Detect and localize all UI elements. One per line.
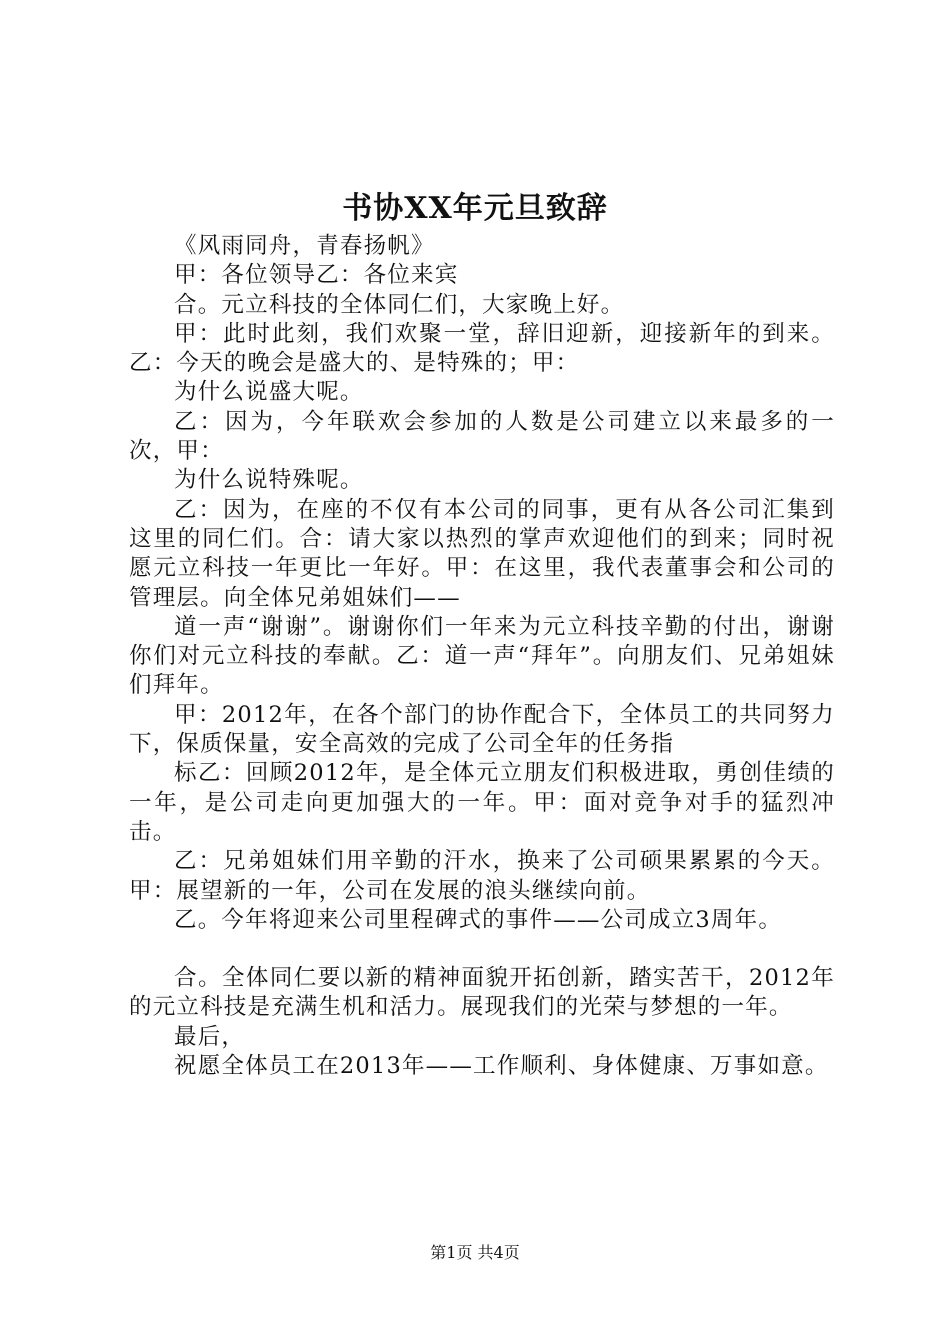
paragraph: 为什么说盛大呢。 — [174, 379, 364, 406]
paragraph: 甲：各位领导乙：各位来宾 — [174, 262, 459, 289]
paragraph: 标乙：回顾2012年，是全体元立朋友们积极进取，勇创佳绩的一年，是公司走向更加强大的一年。甲：面对竞争对手的猛烈冲击。 — [129, 760, 835, 845]
paragraph: 乙：因为，今年联欢会参加的人数是公司建立以来最多的一次，甲： — [129, 408, 835, 465]
paragraph: 合。元立科技的全体同仁们，大家晚上好。 — [174, 291, 625, 318]
paragraph: 乙。今年将迎来公司里程碑式的事件——公司成立3周年。 — [174, 906, 783, 933]
document-body — [129, 232, 835, 1081]
paragraph: 最后， — [174, 1023, 246, 1050]
document-title: 书协XX年元旦致辞 — [342, 191, 608, 226]
paragraph: 乙：因为，在座的不仅有本公司的同事，更有从各公司汇集到这里的同仁们。合：请大家以热烈的掌声欢迎他们的到来；同时祝愿元立科技一年更比一年好。甲：在这里，我代表董事会和公司的管理层。向全体兄弟姐妹们—— — [129, 496, 835, 611]
paragraph: 道一声“谢谢”。谢谢你们一年来为元立科技辛勤的付出，谢谢你们对元立科技的奉献。乙：道一声“拜年”。向朋友们、兄弟姐妹们拜年。 — [129, 613, 835, 699]
paragraph: 乙：兄弟姐妹们用辛勤的汗水，换来了公司硕果累累的今天。甲：展望新的一年，公司在发展的浪头继续向前。 — [129, 848, 835, 904]
paragraph: 祝愿全体员工在2013年——工作顺利、身体健康、万事如意。 — [174, 1053, 829, 1080]
paragraph-subtitle: 《风雨同舟，青春扬帆》 — [174, 233, 435, 259]
page-number-footer: 第1页 共4页 — [430, 1243, 520, 1262]
paragraph: 甲：2012年，在各个部门的协作配合下，全体员工的共同努力下，保质保量，安全高效的完成了公司全年的任务指 — [129, 701, 835, 758]
paragraph: 合。全体同仁要以新的精神面貌开拓创新，踏实苦干，2012年的元立科技是充满生机和活力。展现我们的光荣与梦想的一年。 — [129, 965, 835, 1021]
paragraph: 甲：此时此刻，我们欢聚一堂，辞旧迎新，迎接新年的到来。乙：今天的晚会是盛大的、是特殊的；甲： — [129, 320, 835, 377]
paragraph: 为什么说特殊呢。 — [174, 467, 364, 494]
